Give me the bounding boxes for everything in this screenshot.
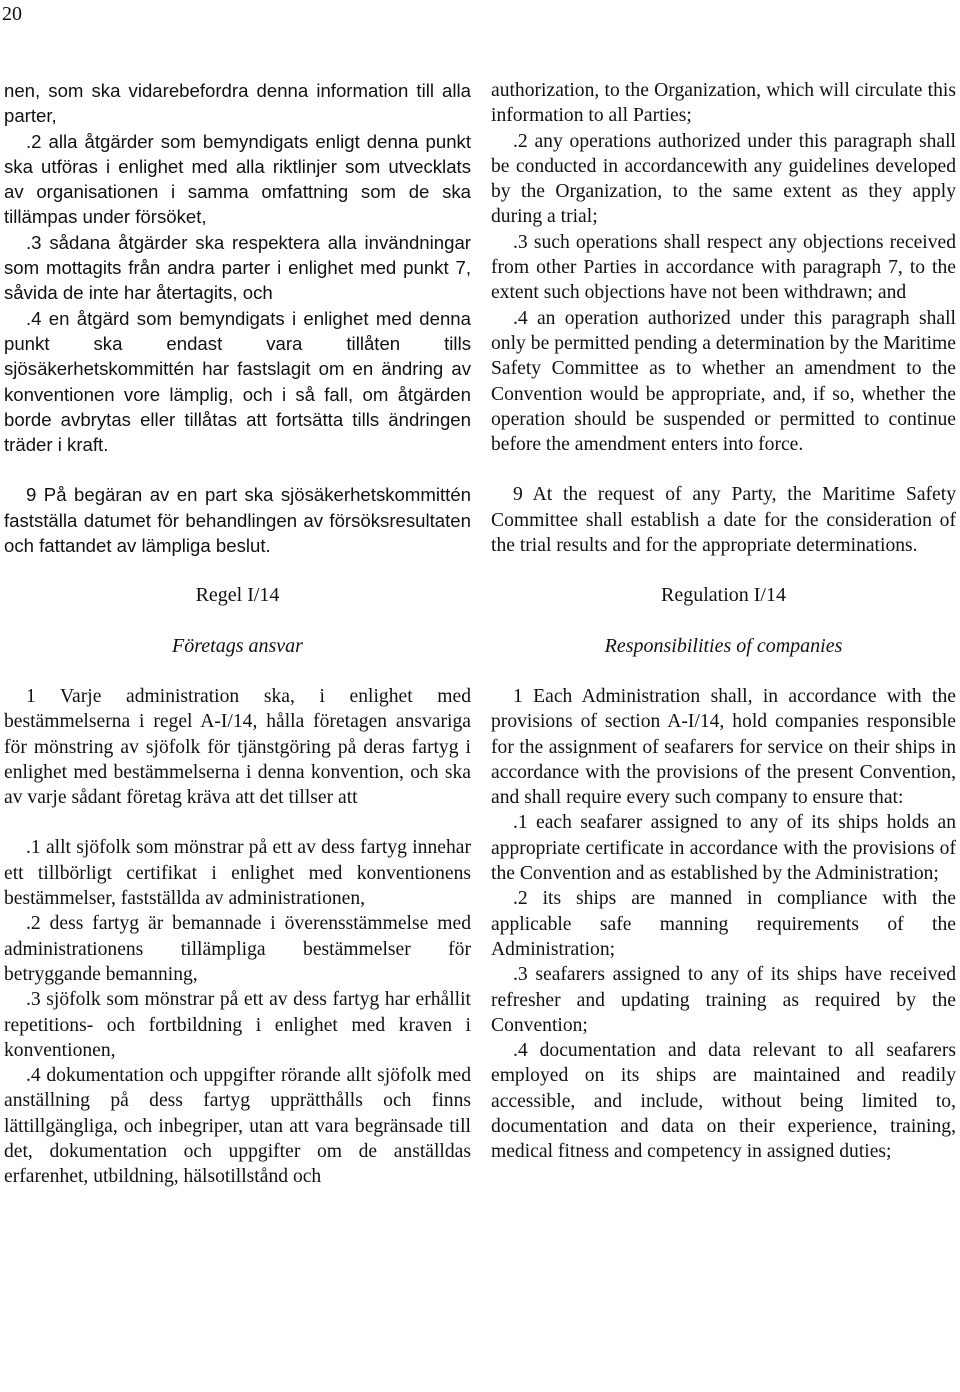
en-paragraph-9: 9 At the request of any Party, the Maritime Safety Committee shall establish a date for the consideration of the trial results and for the appropriate determinations. [491, 484, 956, 557]
en-paragraph-continuation: authorization, to the Organization, which will circulate this information to all Parties; [491, 80, 956, 127]
sv-item-4: .4 en åtgärd som bemyndigats i enlighet med denna punkt ska endast vara tillåten tills sjösäkerhetskommittén har fastslagit om en ändring av konventionen vore lämplig, och i så fall, om åtgärden borde avbrytas eller tillåtas att fortsätta tills ändringen träder i kraft. [4, 307, 471, 456]
en-subitem-2: .2 its ships are manned in compliance with the applicable safe manning requirements of the Administration; [491, 888, 956, 960]
en-item-3: .3 such operations shall respect any objections received from other Parties in accordance with paragraph 7, to the extent such objections have not been withdrawn; and [491, 231, 956, 304]
sv-subitem-3: .3 sjöfolk som mönstrar på ett av dess fartyg har erhållit repetitions- och fortbildning i enlighet med kraven i konventionen, [4, 989, 471, 1061]
sv-subitem-4: .4 dokumentation och uppgifter rörande allt sjöfolk med anställning på dess fartyg upprätthålls och finns lättillgängliga, och inbegriper, utan att vara begränsade till det, dokumentation och uppgifter om de anställdas erfarenhet, utbildning, hälsotillstånd och [4, 1065, 471, 1188]
swedish-column [4, 78, 471, 1190]
sv-regulation-subtitle: Företags ansvar [172, 634, 303, 657]
english-column [491, 78, 956, 1165]
en-subitem-3: .3 seafarers assigned to any of its ships have received refresher and updating training as required by the Convention; [491, 964, 956, 1036]
en-subitem-4: .4 documentation and data relevant to all seafarers employed on its ships are maintained and readily accessible, and include, without being limited to, documentation and data on their experience, training, medical fitness and competency in assigned duties; [491, 1040, 956, 1163]
en-item-2: .2 any operations authorized under this paragraph shall be conducted in accordancewith any guidelines developed by the Organization, to the same extent as they apply during a trial; [491, 130, 956, 228]
sv-paragraph-continuation: nen, som ska vidarebefordra denna information till alla parter, [4, 80, 471, 127]
sv-subitem-2: .2 dess fartyg är bemannade i överensstämmelse med administrationens tillämpliga bestämmelser för betryggande bemanning, [4, 913, 471, 985]
en-item-4: .4 an operation authorized under this paragraph shall only be permitted pending a determination by the Maritime Safety Committee as to whether an amendment to the Convention would be appropriate, and, if so, whether the operation should be suspended or permitted to continue before the amendment enters into force. [491, 307, 956, 456]
en-regulation-subtitle: Responsibilities of companies [604, 634, 843, 657]
sv-item-2: .2 alla åtgärder som bemyndigats enligt denna punkt ska utföras i enlighet med alla riktlinjer som utvecklats av organisationen i samma omfattning som de ska tillämpas under försöket, [4, 130, 471, 228]
en-regulation-title: Regulation I/14 [661, 584, 786, 607]
sv-regulation-title: Regel I/14 [195, 584, 280, 607]
en-paragraph-1: 1 Each Administration shall, in accordance with the provisions of section A-I/14, hold companies responsible for the assignment of seafarers for service on their ships in accordance with the provisions of the present Convention, and shall require every such company to ensure that: [491, 685, 956, 809]
sv-item-3: .3 sådana åtgärder ska respektera alla invändningar som mottagits från andra parter i enlighet med punkt 7, såvida de inte har återtagits, och [4, 231, 471, 304]
sv-paragraph-1: 1 Varje administration ska, i enlighet med bestämmelserna i regel A-I/14, hålla företagen ansvariga för mönstring av sjöfolk för tjänstgöring på deras fartyg i enlighet med bestämmelserna i denna konvention, och ska av varje sådant företag kräva att det tillser att [4, 685, 471, 809]
en-subitem-1: .1 each seafarer assigned to any of its ships holds an appropriate certificate in accordance with the provisions of the Convention and as established by the Administration; [491, 812, 956, 885]
page-number: 20 [2, 3, 22, 25]
sv-paragraph-9: 9 På begäran av en part ska sjösäkerhetskommittén fastställa datumet för behandlingen av försöksresultaten och fattandet av lämpliga beslut. [4, 484, 471, 557]
sv-subitem-1: .1 allt sjöfolk som mönstrar på ett av dess fartyg innehar ett tillbörligt certifikat i enlighet med konventionens bestämmelser, fastställda av administrationen, [4, 837, 471, 910]
